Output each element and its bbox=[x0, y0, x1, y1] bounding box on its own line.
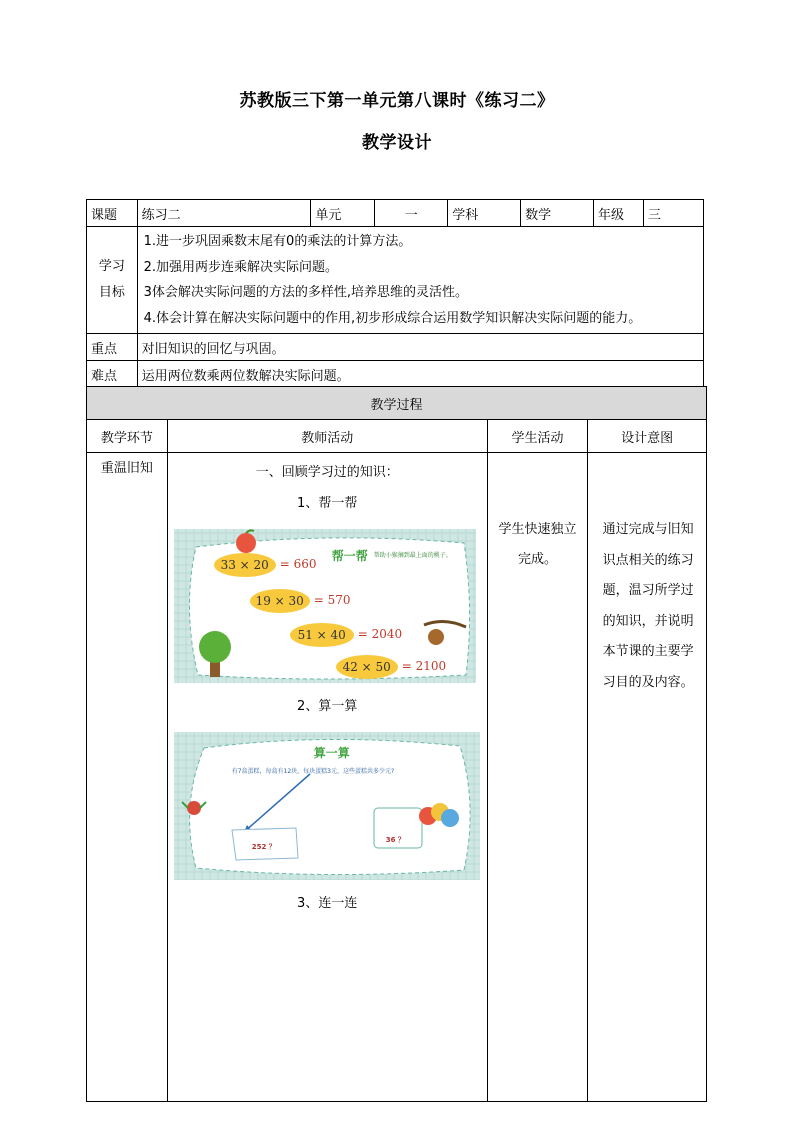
difficulty-label: 难点 bbox=[87, 361, 138, 388]
topic-row bbox=[87, 200, 704, 227]
intent-line: 习目的及内容。 bbox=[602, 674, 694, 690]
intent-line: 题，温习所学过 bbox=[602, 583, 694, 598]
goals-label-line: 目标 bbox=[98, 285, 125, 300]
stage-cell: 重温旧知 bbox=[87, 453, 168, 1102]
col-student: 学生活动 bbox=[487, 420, 588, 453]
calc-question: 有7盒蛋糕，每盒有12块，每块蛋糕3元，这些蛋糕共多少元? bbox=[231, 768, 395, 775]
expr-result: = 660 bbox=[279, 557, 317, 571]
col-stage: 教学环节 bbox=[87, 420, 168, 453]
help-title: 帮一帮 bbox=[331, 549, 368, 563]
student-line: 学生快速独立 bbox=[498, 522, 577, 537]
student-line: 完成。 bbox=[518, 552, 558, 567]
key-label: 重点 bbox=[87, 334, 138, 361]
goal-item: 2.加强用两步连乘解决实际问题。 bbox=[143, 259, 339, 275]
item-calc: 2、算一算 bbox=[297, 699, 358, 714]
goals-row bbox=[87, 227, 704, 334]
col-teacher: 教师活动 bbox=[167, 420, 487, 453]
expr-result: = 2040 bbox=[357, 627, 403, 641]
expr-pill: 19 × 30 bbox=[250, 589, 310, 613]
difficulty-row bbox=[87, 361, 704, 388]
unit-value: 一 bbox=[375, 200, 448, 227]
subject-label: 学科 bbox=[448, 200, 521, 227]
process-header: 教学过程 bbox=[87, 387, 707, 420]
grade-label: 年级 bbox=[594, 200, 644, 227]
student-cell bbox=[487, 453, 588, 1102]
info-table bbox=[86, 199, 704, 388]
goal-item: 1.进一步巩固乘数末尾有0的乘法的计算方法。 bbox=[143, 234, 412, 249]
topic-label: 课题 bbox=[87, 200, 138, 227]
teacher-intro: 一、回顾学习过的知识： bbox=[255, 465, 399, 480]
calc-title: 算一算 bbox=[313, 746, 350, 760]
unit-label: 单元 bbox=[311, 200, 375, 227]
expr-result: = 2100 bbox=[401, 659, 447, 673]
goal-item: 4.体会计算在解决实际问题中的作用,初步形成综合运用数学知识解决实际问题的能力。 bbox=[143, 310, 642, 326]
right-card-text: 36 ？ bbox=[385, 836, 405, 844]
goal-item: 3体会解决实际问题的方法的多样性,培养思维的灵活性。 bbox=[143, 285, 469, 300]
item-match: 3、连一连 bbox=[297, 896, 358, 911]
intent-line: 的知识，并说明 bbox=[602, 613, 694, 629]
key-row bbox=[87, 334, 704, 361]
intent-line: 通过完成与旧知 bbox=[602, 522, 694, 537]
document-subtitle: 教学设计 bbox=[362, 133, 432, 153]
grade-value: 三 bbox=[644, 200, 704, 227]
process-table bbox=[86, 386, 707, 1102]
goals-list bbox=[137, 227, 703, 334]
intent-line: 本节课的主要学 bbox=[602, 644, 694, 659]
goals-label bbox=[87, 227, 138, 334]
topic-value: 练习二 bbox=[137, 200, 311, 227]
expr-pill: 33 × 20 bbox=[214, 553, 276, 577]
goals-label-line: 学习 bbox=[98, 259, 125, 274]
expr-pill: 51 × 40 bbox=[290, 623, 354, 647]
crab-icon bbox=[187, 801, 201, 815]
intent-cell bbox=[588, 453, 707, 1102]
subject-value: 数学 bbox=[521, 200, 594, 227]
document-title: 苏教版三下第一单元第八课时《练习二》 bbox=[239, 91, 555, 111]
monkey-icon bbox=[428, 629, 444, 645]
item-help: 1、帮一帮 bbox=[297, 496, 358, 511]
left-card-text: 252 ？ bbox=[251, 843, 276, 851]
difficulty-value: 运用两位数乘两位数解决实际问题。 bbox=[137, 361, 703, 388]
expr-pill: 42 × 50 bbox=[336, 655, 398, 679]
expr-result: = 570 bbox=[313, 593, 351, 607]
key-value: 对旧知识的回忆与巩固。 bbox=[137, 334, 703, 361]
intent-line: 识点相关的练习 bbox=[602, 552, 694, 568]
teacher-cell bbox=[167, 453, 487, 1102]
calc-illustration bbox=[174, 732, 480, 880]
peach-icon bbox=[236, 533, 256, 553]
help-illustration bbox=[174, 529, 476, 683]
help-caption: 帮助小猴摘到最上面的桃子。 bbox=[373, 552, 452, 559]
col-intent: 设计意图 bbox=[588, 420, 707, 453]
